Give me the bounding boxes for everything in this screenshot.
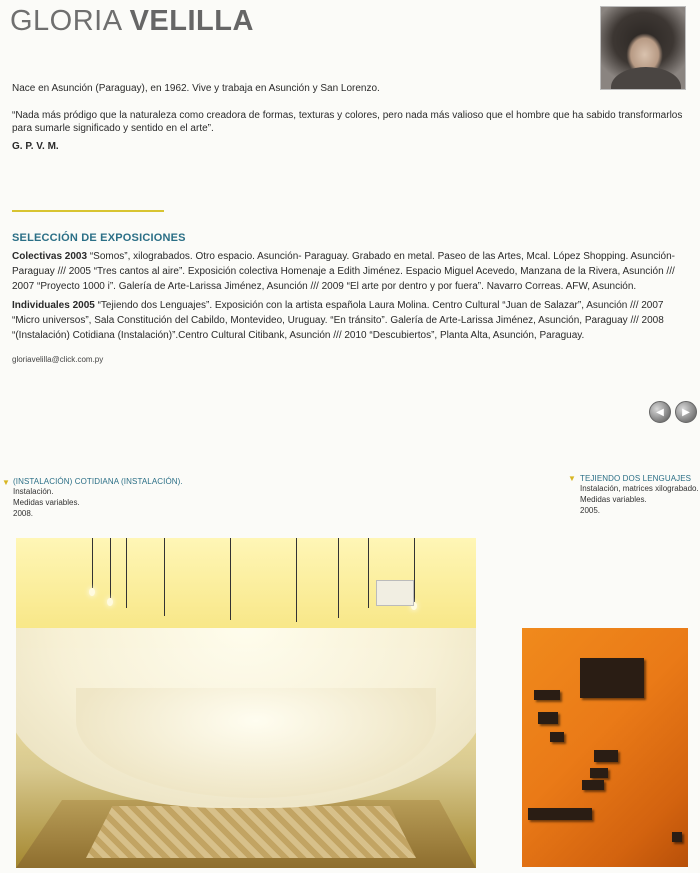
individual-label: Individuales 2005 — [12, 300, 95, 311]
contact-email[interactable]: gloriavelilla@click.com.py — [12, 355, 104, 364]
caption-line: 2008. — [13, 509, 34, 518]
caption-line: Medidas variables. — [580, 495, 647, 504]
collective-exhibitions — [12, 249, 692, 294]
caption-line: Instalación, matrices xilograbado. — [580, 484, 699, 493]
back-arrow-icon: ◀ — [656, 406, 664, 418]
caption-title: (INSTALACIÓN) COTIDIANA (INSTALACIÓN). — [13, 477, 183, 486]
collective-label: Colectivas 2003 — [12, 251, 88, 262]
artist-last-name: VELILLA — [129, 5, 254, 37]
woodcut-installation-photo — [522, 628, 688, 867]
individual-text: “Tejiendo dos Lenguajes”. Exposición con la artista española Laura Molina. Centro Cultural “Juan de Salazar”, Asunción /// 2007 “Micro universos”, Sala Constitución del Cabildo, Montevideo, Uruguay. “En tránsito”. Galería de Arte-Larissa Jiménez, Asunción, Paraguay /// 2008 “(Instalación) Cotidiana (Instalación)”.Centro Cultural Citibank, Asunción /// 2010 “Descubiertos”, Planta Alta, Asunción, Paraguay. — [12, 300, 664, 341]
artist-quote: “Nada más pródigo que la naturaleza como creadora de formas, texturas y colores, pero nada más valioso que el hombre que ha sabido transformarlos para sumarle significado y sentido en el arte”. — [12, 110, 683, 134]
section-divider — [12, 210, 164, 212]
artist-portrait — [600, 6, 686, 90]
quote-signature: G. P. V. M. — [12, 141, 59, 152]
caption-triangle-icon: ▼ — [2, 478, 10, 487]
individual-exhibitions — [12, 298, 692, 343]
caption-cotidiana — [13, 477, 213, 519]
next-button[interactable] — [675, 401, 697, 423]
caption-triangle-icon: ▼ — [568, 474, 576, 483]
caption-title: TEJIENDO DOS LENGUAJES — [580, 474, 692, 483]
installation-photo — [16, 538, 476, 868]
previous-button[interactable] — [649, 401, 671, 423]
collective-text: “Somos”, xilograbados. Otro espacio. Asunción- Paraguay. Grabado en metal. Paseo de las Artes, Mcal. López Shopping. Asunción- Paraguay /// 2005 “Tres cantos al aire”. Exposición colectiva Homenaje a Edith Jiménez. Espacio Miguel Acevedo, Manzana de la Rivera, Asunción /// 2007 “Proyecto 1000 i”. Galería de Arte-Larissa Jiménez, Asunción /// 2009 “El arte por dentro y por fuera”. Navarro Correas. AFW, Asunción. — [12, 251, 675, 292]
artist-name — [10, 4, 254, 38]
caption-line: Medidas variables. — [13, 498, 80, 507]
caption-line: 2005. — [580, 506, 601, 515]
exhibitions-heading: SELECCIÓN DE EXPOSICIONES — [12, 232, 186, 244]
forward-arrow-icon: ▶ — [682, 406, 690, 418]
artist-first-name: GLORIA — [10, 5, 121, 37]
artist-bio: Nace en Asunción (Paraguay), en 1962. Vive y trabaja en Asunción y San Lorenzo. — [12, 83, 380, 94]
caption-line: Instalación. — [13, 487, 54, 496]
caption-tejiendo — [580, 474, 700, 516]
